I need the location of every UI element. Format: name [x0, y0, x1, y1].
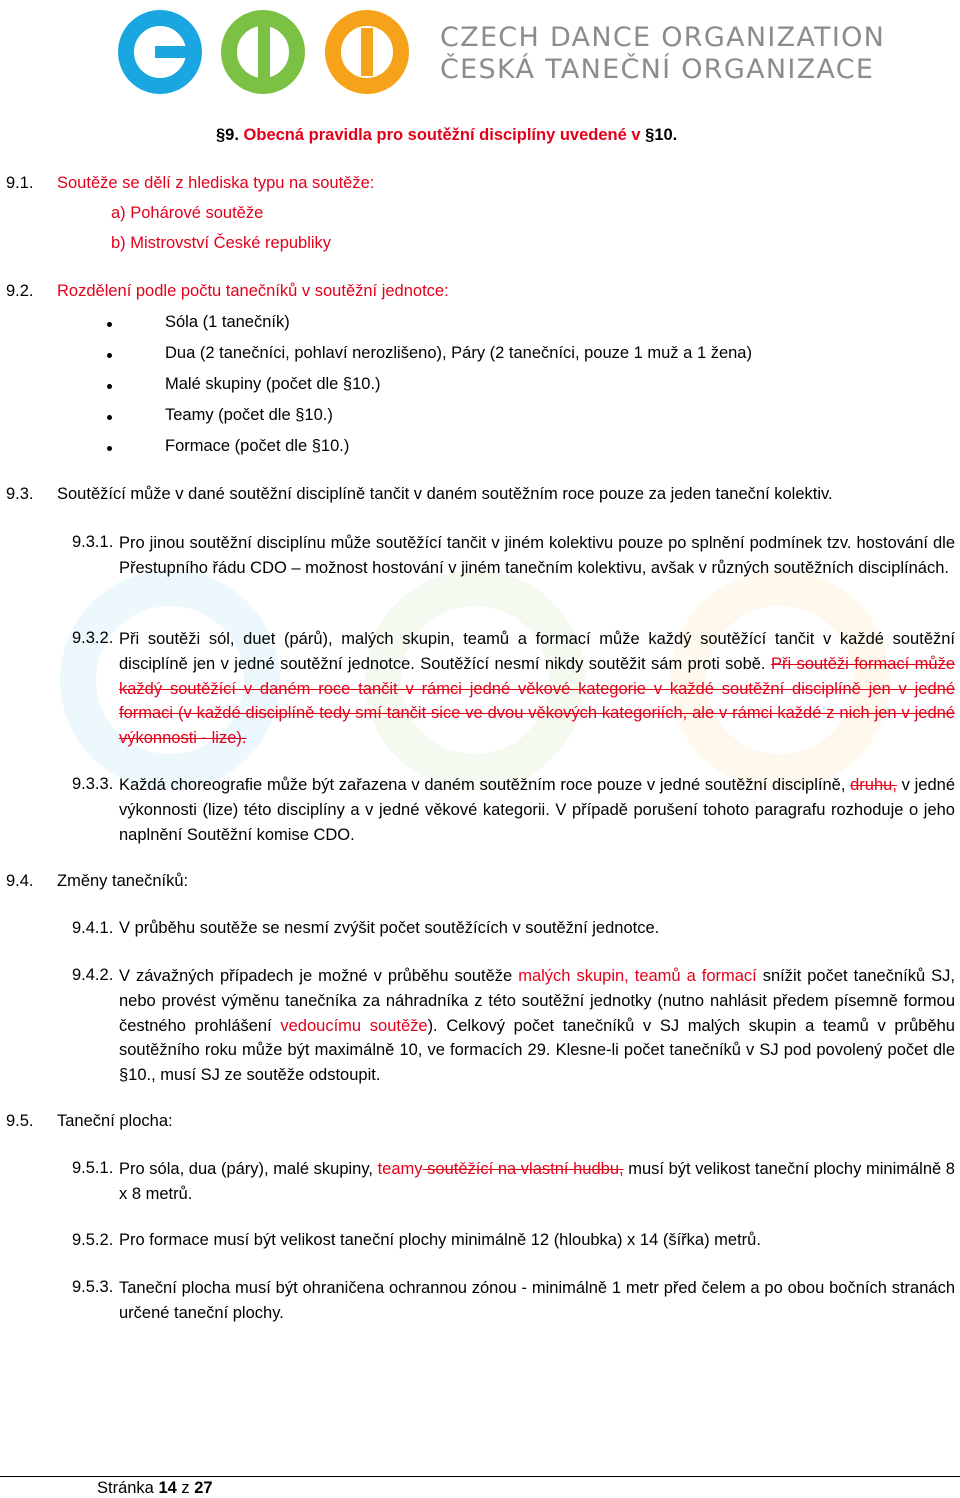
s952-number: 9.5.2.	[72, 1231, 114, 1249]
s93-number: 9.3.	[6, 485, 34, 503]
s933-struck: druhu,	[850, 776, 897, 794]
s942-text	[119, 964, 955, 1088]
s92-number: 9.2.	[6, 282, 34, 300]
s942-number: 9.4.2.	[72, 966, 114, 984]
s91-number: 9.1.	[6, 174, 34, 192]
bullet-icon	[107, 446, 112, 451]
section-ref: §10.	[645, 126, 678, 144]
s953-number: 9.5.3.	[72, 1278, 114, 1296]
section-title	[216, 126, 677, 145]
s942-part1: V závažných případech je možné v průběhu soutěže	[119, 967, 519, 985]
s933-part2: v jedné výkonnosti (lize) této disciplíny a v jedné věkové kategorii. V případě porušení tohoto paragrafu rozhoduje o jeho naplnění Soutěžní komise CDO.	[119, 776, 955, 844]
cdo-circles-logo-icon	[115, 8, 415, 98]
s92-item: Sóla (1 tanečník)	[165, 313, 290, 331]
s92-item: Teamy (počet dle §10.)	[165, 406, 333, 424]
s92-item: Formace (počet dle §10.)	[165, 437, 350, 455]
s941-text: V průběhu soutěže se nesmí zvýšit počet soutěžících v soutěžní jednotce.	[119, 919, 660, 937]
s932-body: Při soutěži sól, duet (párů), malých skupin, teamů a formací může každý soutěžící tančit v každé soutěžní disciplíně jen v jedné soutěžní jednotce. Soutěžící nesmí nikdy soutěžit sám proti sobě.	[119, 630, 955, 673]
footer-prefix: Stránka	[97, 1479, 159, 1497]
s931-text: Pro jinou soutěžní disciplínu může soutěžící tančit v jiném kolektivu pouze po splnění podmínek tzv. hostování dle Přestupního řádu CDO – možnost hostování v jiném tanečním kolektivu, avšak v různých soutěžních disciplínách.	[119, 534, 955, 577]
logo-line-1: CZECH DANCE ORGANIZATION	[440, 22, 886, 53]
s931-number: 9.3.1.	[72, 533, 114, 551]
s932-number: 9.3.2.	[72, 629, 114, 647]
s932-struck: Při soutěži formací může každý soutěžící v daném roce tančit v rámci jedné věkové kategorie v každé soutěžní disciplíně jen v jedné formaci (v každé disciplíně tedy smí tančit sice ve dvou věkových kategoriích, ale v rámci každé z nich jen v jedné výkonnosti - lize).	[119, 654, 955, 748]
footer-page-number: 14	[158, 1479, 177, 1497]
s951-text	[119, 1157, 955, 1207]
s92-title: Rozdělení podle počtu tanečníků v soutěžní jednotce:	[57, 282, 449, 300]
s942-part2: snížit počet tanečníků SJ, nebo provést výměnu tanečníka za náhradníka z této soutěžní jednotky (nutno nahlásit předem písemně formou čestného prohlášení	[119, 967, 955, 1035]
s951-number: 9.5.1.	[72, 1159, 114, 1177]
s93-text: Soutěžící může v dané soutěžní disciplíně tančit v daném soutěžním roce pouze za jeden taneční kolektiv.	[57, 485, 833, 503]
s91-title: Soutěže se dělí z hlediska typu na soutěže:	[57, 174, 375, 192]
s951-part2: musí být velikost taneční plochy minimálně 8 x 8 metrů.	[119, 1160, 955, 1203]
footer-total-pages: 27	[194, 1479, 213, 1497]
s933-number: 9.3.3.	[72, 775, 114, 793]
s95-number: 9.5.	[6, 1112, 34, 1130]
s94-number: 9.4.	[6, 872, 34, 890]
bullet-icon	[107, 353, 112, 358]
s942-red2: vedoucímu soutěže	[280, 1016, 428, 1035]
s933-part1: Každá choreografie může být zařazena v daném soutěžním roce pouze v jedné soutěžní disciplíně,	[119, 776, 851, 794]
s91-item-b: b) Mistrovství České republiky	[111, 234, 332, 252]
s932-text	[119, 627, 955, 751]
s941-number: 9.4.1.	[72, 919, 114, 937]
bullet-icon	[107, 322, 112, 327]
s92-item: Dua (2 tanečníci, pohlaví nerozlišeno), Páry (2 tanečníci, pouze 1 muž a 1 žena)	[165, 344, 752, 362]
s933-text	[119, 773, 955, 847]
header-logo	[115, 8, 886, 98]
s951-part1: Pro sóla, dua (páry), malé skupiny,	[119, 1160, 378, 1178]
s953-text: Taneční plocha musí být ohraničena ochrannou zónou - minimálně 1 metr před čelem a po obou bočních stranách určené taneční plochy.	[119, 1279, 955, 1322]
bullet-icon	[107, 415, 112, 420]
footer-mid: z	[176, 1479, 195, 1497]
s951-struck: soutěžící na vlastní hudbu,	[422, 1160, 624, 1178]
footer-divider	[0, 1476, 960, 1477]
s91-item-a: a) Pohárové soutěže	[111, 204, 264, 222]
logo-line-2: ČESKÁ TANEČNÍ ORGANIZACE	[440, 54, 875, 85]
section-prefix: §9.	[216, 126, 244, 144]
s942-part3: ). Celkový počet tanečníků v SJ malých skupin a teamů v průběhu soutěžního roku může být maximálně 10, ve formacích 29. Klesne-li počet tanečníků v SJ pod povolený počet dle §10., musí SJ ze soutěže odstoupit.	[119, 1016, 955, 1085]
section-title-text: Obecná pravidla pro soutěžní disciplíny uvedené v	[243, 126, 646, 144]
s942-red1: malých skupin, teamů a formací	[518, 967, 757, 985]
s94-title: Změny tanečníků:	[57, 872, 189, 890]
s951-red: teamy	[377, 1160, 423, 1178]
bullet-icon	[107, 384, 112, 389]
s92-item: Malé skupiny (počet dle §10.)	[165, 375, 381, 393]
s95-title: Taneční plocha:	[57, 1112, 173, 1130]
page-footer	[97, 1479, 213, 1498]
s952-text: Pro formace musí být velikost taneční plochy minimálně 12 (hloubka) x 14 (šířka) metrů.	[119, 1231, 761, 1249]
